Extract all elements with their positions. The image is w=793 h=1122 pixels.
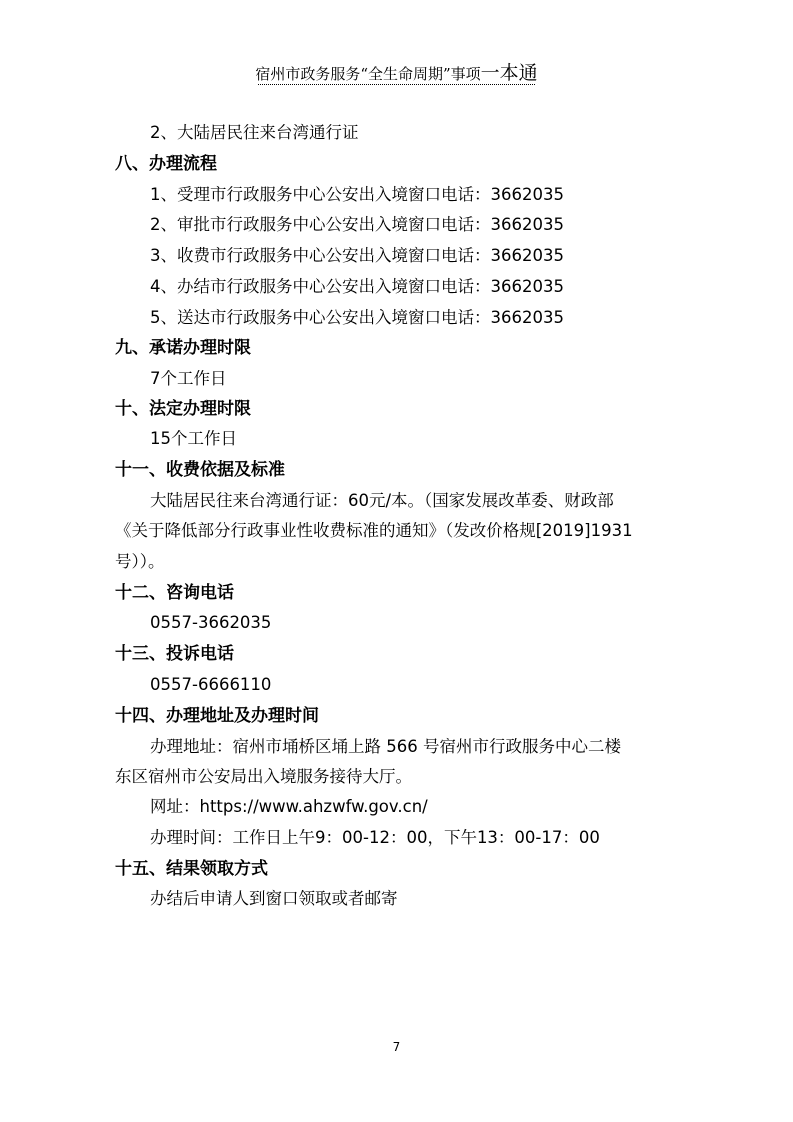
section-text: 《关于降低部分行政事业性收费标准的通知》（发改价格规[2019]1931 [115, 521, 633, 540]
section-text: 15个工作日 [150, 429, 237, 448]
section-heading: 十一、收费依据及标准 [115, 460, 285, 480]
hours-text: 办理时间：工作日上午9：00-12：00，下午13：00-17：00 [150, 828, 600, 847]
header-underline [258, 84, 535, 85]
phone-number: 0557-3662035 [150, 613, 272, 632]
process-step: 1、受理市行政服务中心公安出入境窗口电话：3662035 [150, 185, 564, 204]
phone-number: 0557-6666110 [150, 675, 272, 694]
process-step: 5、送达市行政服务中心公安出入境窗口电话：3662035 [150, 308, 564, 327]
section-heading: 八、办理流程 [115, 154, 217, 174]
header-title: 宿州市政务服务“全生命周期”事项 [255, 65, 481, 83]
section-heading: 十二、咨询电话 [115, 583, 234, 603]
address-text: 东区宿州市公安局出入境服务接待大厅。 [115, 767, 412, 786]
section-heading: 十五、结果领取方式 [115, 859, 268, 879]
section-heading: 十、法定办理时限 [115, 399, 251, 419]
section-text: 办结后申请人到窗口领取或者邮寄 [150, 889, 398, 908]
process-step: 4、办结市行政服务中心公安出入境窗口电话：3662035 [150, 277, 564, 296]
section-heading: 十四、办理地址及办理时间 [115, 706, 319, 726]
section-text: 号））。 [115, 552, 165, 571]
section-text: 7个工作日 [150, 369, 227, 388]
process-step: 2、审批市行政服务中心公安出入境窗口电话：3662035 [150, 215, 564, 234]
page-number: 7 [392, 1040, 401, 1054]
website-text: 网址：https://www.ahzwfw.gov.cn/ [150, 797, 428, 816]
section-heading: 九、承诺办理时限 [115, 338, 251, 358]
section-heading: 十三、投诉电话 [115, 644, 234, 664]
page-header [0, 58, 793, 85]
address-text: 办理地址：宿州市埇桥区埇上路 566 号宿州市行政服务中心二楼 [150, 737, 621, 756]
top-list-item: 2、大陆居民往来台湾通行证 [150, 123, 359, 142]
process-step: 3、收费市行政服务中心公安出入境窗口电话：3662035 [150, 246, 564, 265]
section-text: 大陆居民往来台湾通行证：60元/本。（国家发展改革委、财政部 [150, 491, 614, 510]
header-title-suffix: 一本通 [480, 62, 538, 84]
